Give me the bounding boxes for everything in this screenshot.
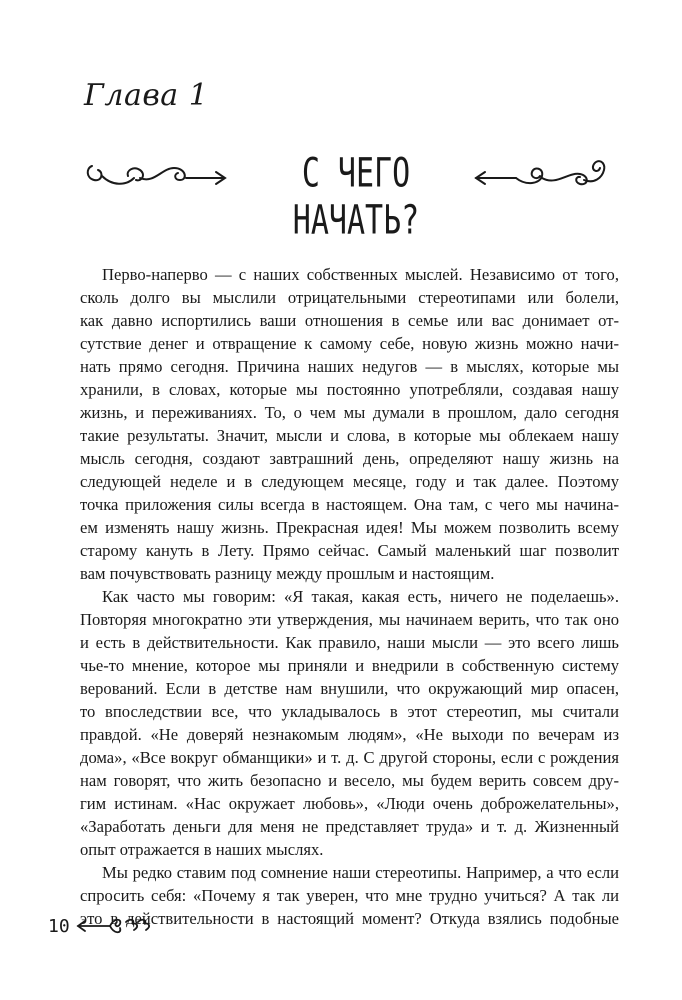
text-line: это в действительности в настоящий момент? Откуда взялись подобные — [80, 909, 619, 928]
text-line: Мы редко ставим под сомнение наши стереотипы. Например, а что если — [102, 863, 619, 882]
text-line: дома», «Все вокруг обманщики» и т. д. С другой стороны, если с рождения — [80, 748, 619, 767]
text-line: ем изменять нашу жизнь. Прекрасная идея! Мы можем позволить всему — [80, 518, 619, 537]
text-line: Повторяя многократно эти утверждения, мы начинаем верить, что так оно — [80, 610, 619, 629]
text-line: хранили, в словах, которые мы постоянно употребляли, создавая нашу — [80, 380, 619, 399]
text-line: старому кануть в Лету. Прямо сейчас. Самый маленький шаг позволит — [80, 541, 619, 560]
text-line: следующей неделе и в следующем месяце, году и так далее. Поэтому — [80, 472, 619, 491]
text-line: вам почувствовать разницу между прошлым и настоящим. — [80, 564, 495, 583]
page-number: 10 — [48, 915, 70, 937]
text-line: опыт отражается в наших мыслях. — [80, 840, 324, 859]
text-line: нам говорят, что жить безопасно и весело, мы будем верить совсем дру- — [80, 771, 619, 790]
text-line: и есть в действительности. Как правило, наши мысли — это всего лишь — [80, 633, 619, 652]
text-line: как давно испортились ваши отношения в семье или вас донимает от- — [80, 311, 619, 330]
text-line: верований. Если в детстве нам внушили, что окружающий мир опасен, — [80, 679, 619, 698]
arrow-flourish-icon — [74, 914, 154, 938]
page-footer — [48, 914, 154, 938]
paragraph-1 — [80, 263, 619, 585]
text-line: то впоследствии все, что укладывалось в этот стереотип, мы считали — [80, 702, 619, 721]
text-line: нать прямо сегодня. Причина наших недугов — в мыслях, которые мы — [80, 357, 619, 376]
text-line: сколь долго вы мыслили отрицательными стереотипами или болели, — [80, 288, 619, 307]
text-line: «Заработать деньги для меня не представляет труда» и т. д. Жизненный — [80, 817, 619, 836]
text-line: Перво-наперво — с наших собственных мыслей. Независимо от того, — [102, 265, 619, 284]
swirl-arrow-right-icon — [82, 146, 232, 196]
text-line: чье-то мнение, которое мы приняли и внедрили в собственную систему — [80, 656, 619, 675]
text-line: жизнь, и переживаниях. То, о чем мы думали в прошлом, дало сегодня — [80, 403, 619, 422]
body-text — [80, 263, 619, 930]
chapter-title: С ЧЕГО НАЧАТЬ? — [292, 150, 420, 245]
text-line: спросить себя: «Почему я так уверен, что мне трудно учиться? А так ли — [80, 886, 619, 905]
text-line: Как часто мы говорим: «Я такая, какая есть, ничего не поделаешь». — [102, 587, 619, 606]
arrow-left-swirl-icon — [470, 146, 620, 196]
text-line: сутствие денег и отвращение к самому себе, новую жизнь можно начи- — [80, 334, 619, 353]
chapter-label: Глава 1 — [84, 78, 209, 113]
paragraph-3 — [80, 861, 619, 930]
text-line: правдой. «Не доверяй незнакомым людям», «Не выходи по вечерам из — [80, 725, 619, 744]
text-line: такие результаты. Значит, мысли и слова, в которые мы облекаем нашу — [80, 426, 619, 445]
paragraph-2 — [80, 585, 619, 861]
text-line: мысль сегодня, создают завтрашний день, определяют нашу жизнь на — [80, 449, 619, 468]
text-line: точка приложения силы всегда в настоящем. Она там, с чего мы начина- — [80, 495, 619, 514]
text-line: гим истинам. «Нас окружает любовь», «Люди очень доброжелательны», — [80, 794, 619, 813]
chapter-title-row — [0, 146, 682, 245]
